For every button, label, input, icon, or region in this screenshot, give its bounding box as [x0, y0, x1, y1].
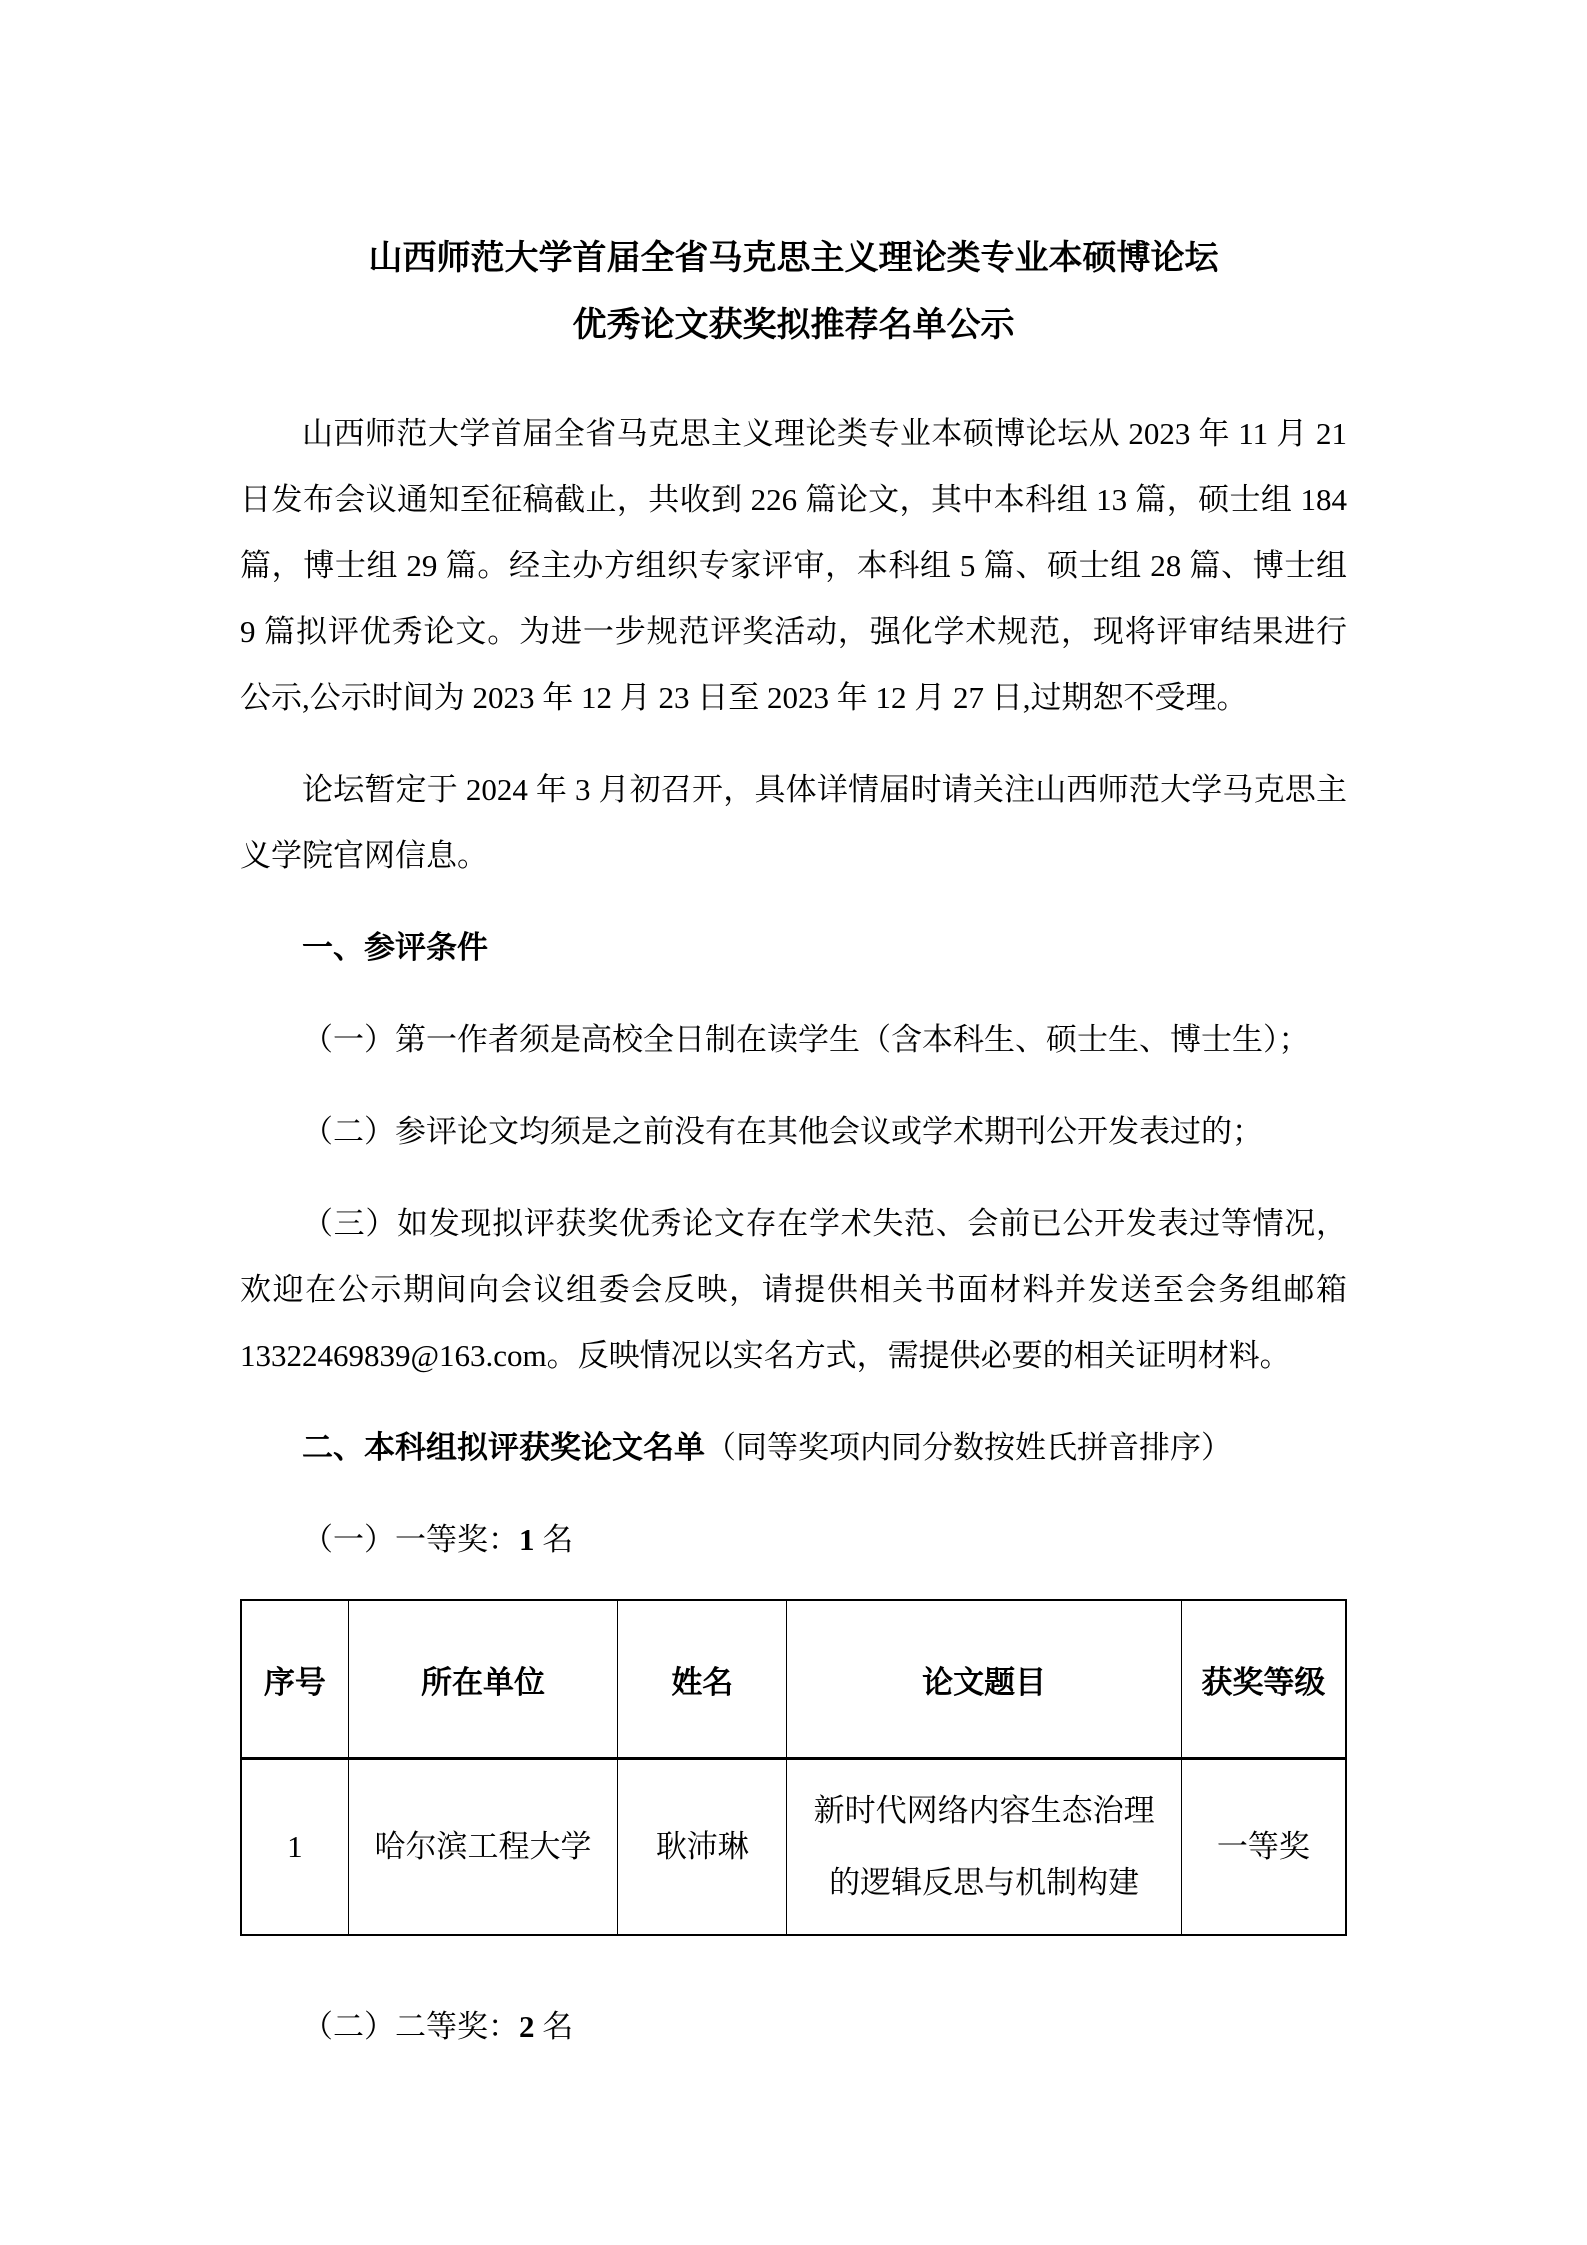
table-header-name: 姓名 [618, 1600, 787, 1759]
table-header-no: 序号 [241, 1600, 348, 1759]
table-header-award: 获奖等级 [1181, 1600, 1346, 1759]
undergrad-list-heading-text: 二、本科组拟评获奖论文名单 [302, 1430, 705, 1465]
award-subheading-second-prize [240, 1994, 1347, 2060]
document-title [240, 225, 1347, 359]
cell-name: 耿沛琳 [618, 1759, 787, 1936]
undergrad-list-heading-note: （同等奖项内同分数按姓氏拼音排序） [705, 1430, 1232, 1465]
first-prize-suffix: 名 [534, 1522, 574, 1557]
first-prize-label: （一）一等奖： [302, 1522, 519, 1557]
section-heading-conditions: 一、参评条件 [302, 930, 488, 965]
second-prize-count: 2 [519, 2009, 535, 2044]
section-heading-undergrad-list [240, 1415, 1347, 1481]
cell-no: 1 [241, 1759, 348, 1936]
cell-unit: 哈尔滨工程大学 [348, 1759, 618, 1936]
second-prize-suffix: 名 [534, 2009, 574, 2044]
table-header-unit: 所在单位 [348, 1600, 618, 1759]
table-header-paper-title: 论文题目 [787, 1600, 1181, 1759]
condition-item-2: （二）参评论文均须是之前没有在其他会议或学术期刊公开发表过的； [302, 1114, 1263, 1149]
table-row [241, 1759, 1346, 1936]
award-table [240, 1599, 1347, 1936]
condition-item-3: （三）如发现拟评获奖优秀论文存在学术失范、会前已公开发表过等情况，欢迎在公示期间向会议组委会反映，请提供相关书面材料并发送至会务组邮箱 13322469839@163.com。反映情况以实名方式，需提供必要的相关证明材料。 [240, 1206, 1347, 1373]
table-header-row [241, 1600, 1346, 1759]
intro-paragraph-2: 论坛暂定于 2024 年 3 月初召开，具体详情届时请关注山西师范大学马克思主义学院官网信息。 [240, 772, 1347, 873]
document-title-line-1: 山西师范大学首届全省马克思主义理论类专业本硕博论坛 [368, 239, 1219, 277]
condition-item-1: （一）第一作者须是高校全日制在读学生（含本科生、硕士生、博士生）； [302, 1022, 1310, 1057]
second-prize-label: （二）二等奖： [302, 2009, 519, 2044]
intro-paragraph-1: 山西师范大学首届全省马克思主义理论类专业本硕博论坛从 2023 年 11 月 21 日发布会议通知至征稿截止，共收到 226 篇论文，其中本科组 13 篇，硕士组 184 篇，博士组 29 篇。经主办方组织专家评审，本科组 5 篇、硕士组 28 篇、博士组 9 篇拟评优秀论文。为进一步规范评奖活动，强化学术规范，现将评审结果进行公示,公示时间为 2023 年 12 月 23 日至 2023 年 12 月 27 日,过期恕不受理。 [240, 416, 1347, 715]
document-title-line-2: 优秀论文获奖拟推荐名单公示 [572, 306, 1015, 344]
cell-paper-title: 新时代网络内容生态治理的逻辑反思与机制构建 [787, 1759, 1181, 1936]
cell-award: 一等奖 [1181, 1759, 1346, 1936]
first-prize-count: 1 [519, 1522, 535, 1557]
award-subheading-first-prize [240, 1507, 1347, 1573]
